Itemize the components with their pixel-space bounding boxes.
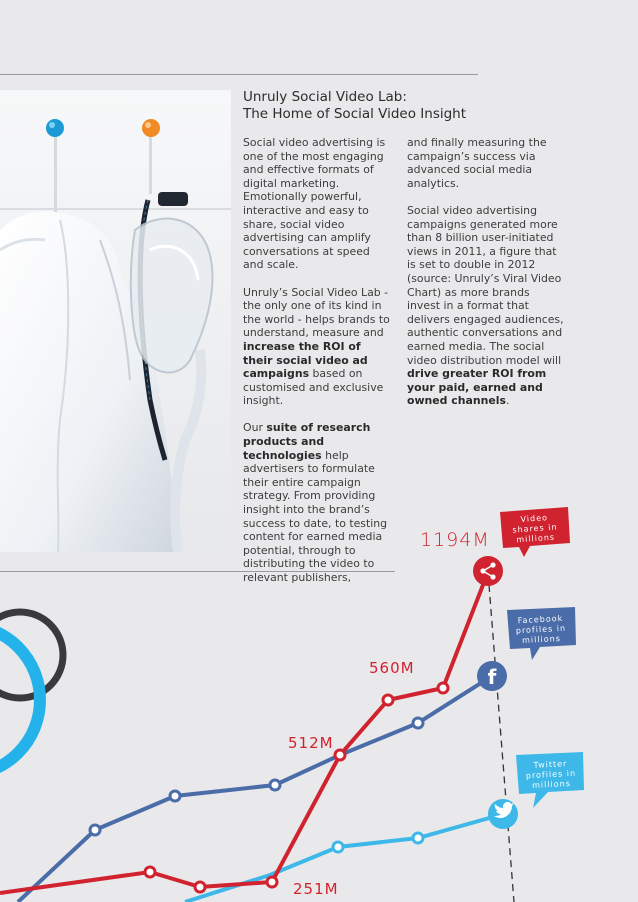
paragraph: Social video advertising campaigns generated more than 8 billion user-initiated views in 2011, a figure that is set to double in 2012 (source: Unruly’s Viral Video Chart) as more brands invest in a format that delivers engaged audiences, authentic conversations and earned media. The social video distribution model will drive greater ROI from your paid, earned and owned channels. [407,203,564,408]
facebook-point [90,825,100,835]
data-label-1194m: 1194M [420,529,490,551]
video-point [145,867,155,877]
paragraph: and finally measuring the campaign’s success via advanced social media analytics. [407,136,547,190]
video-series-line [0,572,488,893]
video-point [438,683,448,693]
data-label-560m: 560M [369,659,415,677]
paragraph: Our suite of research products and technologies help advertisers to formulate their entire campaign strategy. From providing insight into the brand’s success to date, to testing content for earned media potential, through to distributing the video to relevant publishers, [243,421,388,584]
data-label-251m: 251M [293,880,339,898]
paragraph: Social video advertising is one of the most engaging and effective formats of digital marketing. Emotionally powerful, interactive and easy to share, social video advertising can amplify conversations at speed and scale. [243,136,386,272]
facebook-series-line [18,676,492,902]
video-point [335,750,345,760]
facebook-point [170,791,180,801]
twitter-point [413,833,423,843]
video-point [270,780,280,790]
paragraph: Unruly’s Social Video Lab - the only one of its kind in the world - helps brands to understand, measure and increase the ROI of their social video ad campaigns based on customised and exclusive insight. [243,285,390,408]
twitter-callout-text: Twitter profiles in millions [525,759,577,790]
video-point [195,882,205,892]
video-callout-text: Video shares in millions [512,513,558,545]
twitter-point [333,842,343,852]
data-label-512m: 512M [288,734,334,752]
facebook-point [413,718,423,728]
video-point [383,695,393,705]
facebook-callout-text: Facebook profiles in millions [515,613,567,645]
facebook-icon [477,661,507,691]
heading-line-1: Unruly Social Video Lab: [243,89,407,105]
svg-text:f: f [487,665,497,689]
twitter-bird-icon [488,799,518,829]
twitter-series-line [185,815,500,902]
video-point [267,877,277,887]
heading-line-2: The Home of Social Video Insight [243,106,467,122]
share-icon [473,556,503,586]
